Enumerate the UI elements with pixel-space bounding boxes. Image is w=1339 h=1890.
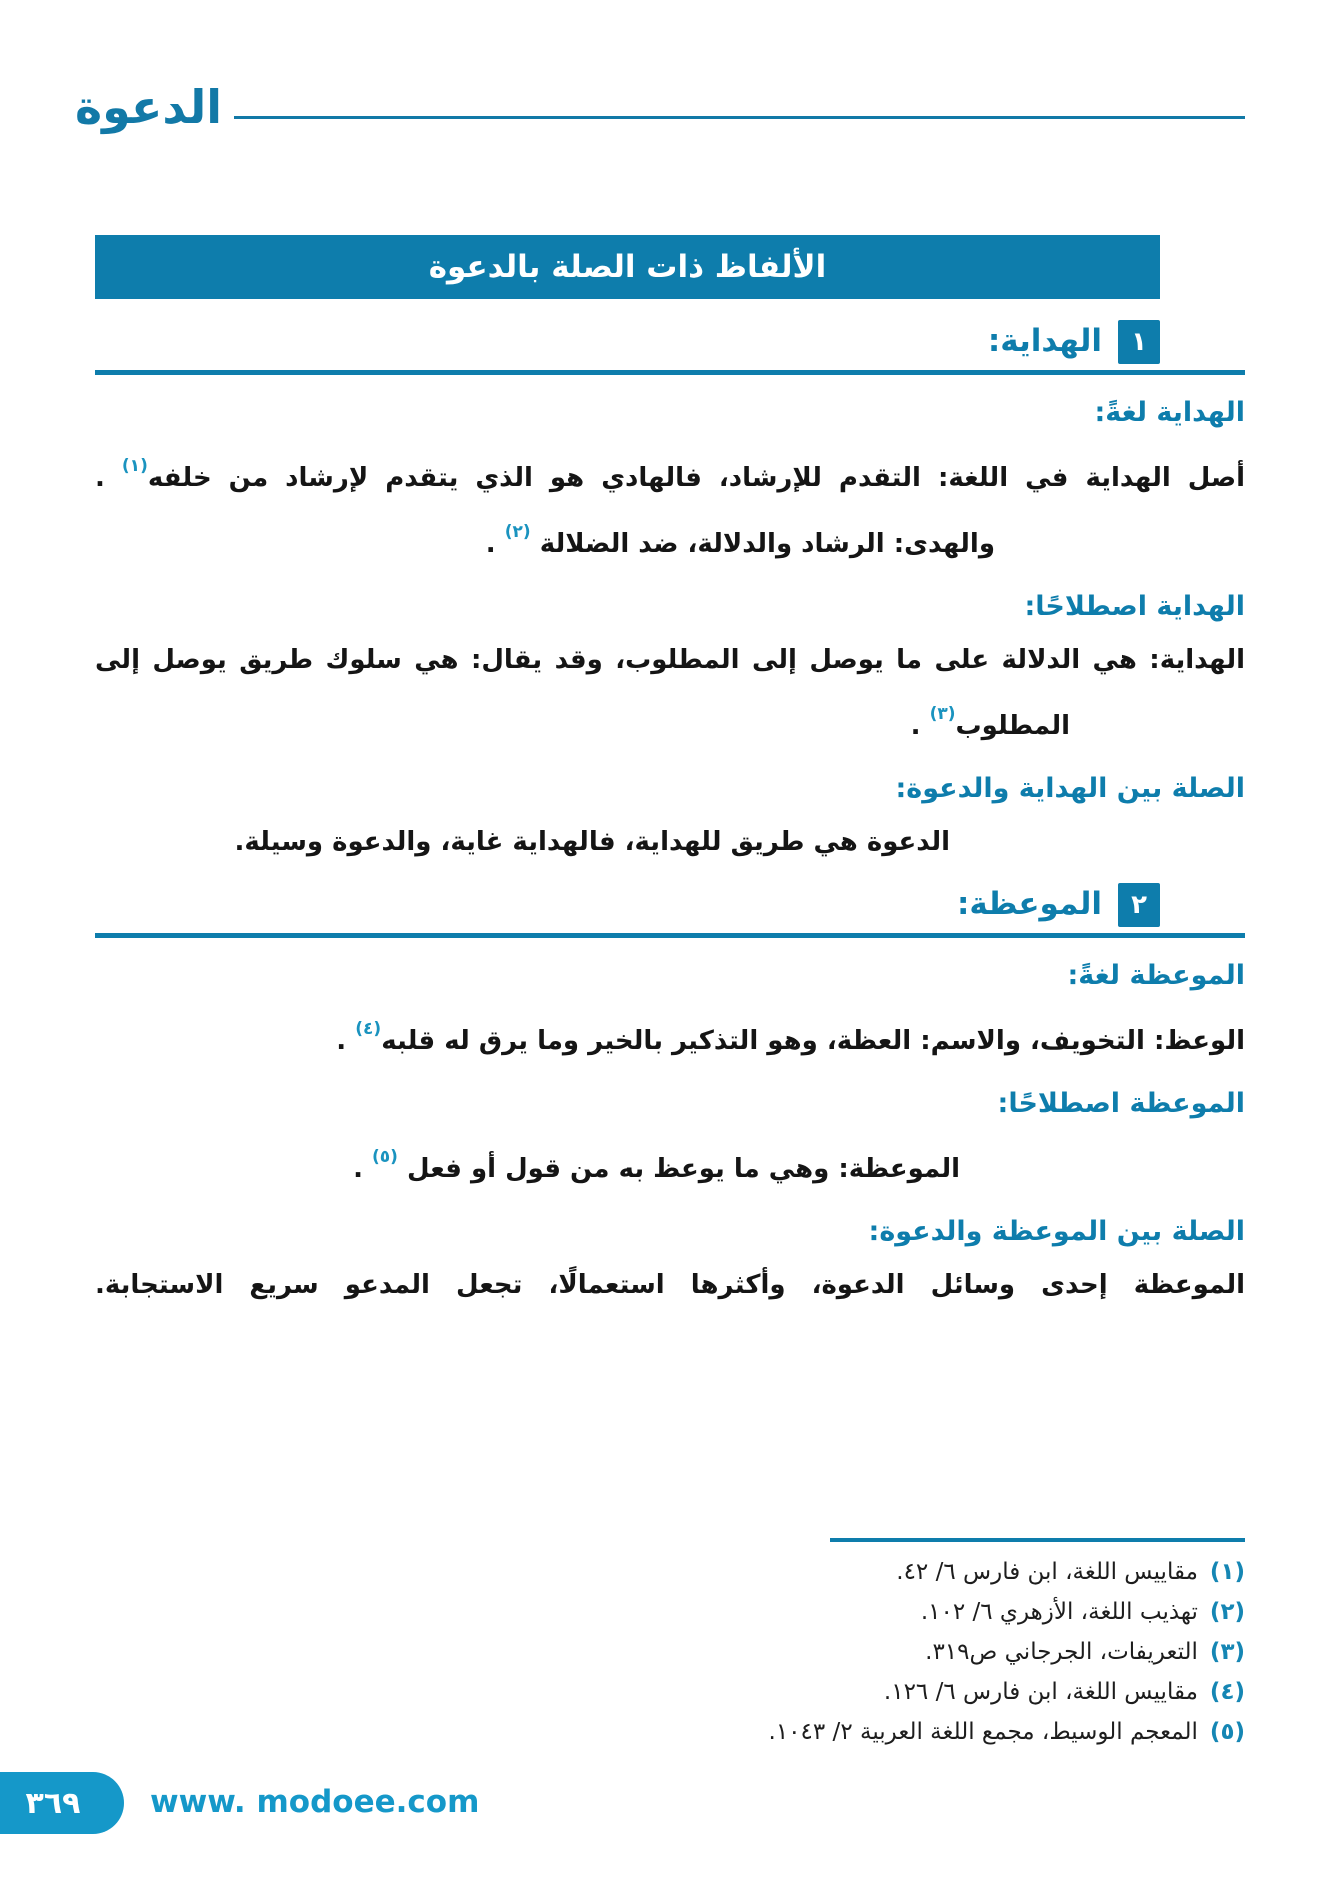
footnote-number: (٤): [1209, 1679, 1245, 1705]
section-rule: [95, 370, 1245, 375]
body-line-text: المطلوب: [955, 711, 1070, 741]
footnote-ref: (٥): [372, 1147, 398, 1167]
body-line: [95, 505, 1245, 571]
subheading: الهداية اصطلاحًا:: [1024, 591, 1245, 622]
subheading: الموعظة اصطلاحًا:: [997, 1088, 1245, 1119]
body-line: [95, 633, 1245, 687]
body-line: [95, 687, 1245, 753]
section-title: الهداية:: [987, 323, 1102, 360]
page-number-tab: [0, 1772, 124, 1834]
body-line: [95, 439, 1245, 505]
footnotes-list: [95, 1552, 1245, 1752]
footnote-number: (٥): [1209, 1719, 1245, 1745]
section-header: [95, 883, 1160, 927]
body-line-text: الموعظة إحدى وسائل الدعوة، وأكثرها استعمالًا، تجعل المدعو سريع الاستجابة.: [95, 1270, 1245, 1300]
body-line: [95, 1002, 1245, 1068]
body-line-text: أصل الهداية في اللغة: التقدم للإرشاد، فالهادي هو الذي يتقدم لإرشاد من خلفه: [147, 463, 1245, 493]
body-line: [95, 815, 1245, 869]
body-line-tail: .: [353, 1154, 372, 1184]
footnote-ref: (٢): [504, 522, 531, 542]
footnote-text: التعريفات، الجرجاني ص٣١٩.: [925, 1639, 1198, 1665]
footnote-number: (٣): [1209, 1639, 1245, 1665]
footnote-number: (١): [1209, 1559, 1245, 1585]
body-line: [95, 1258, 1245, 1312]
subheading: الصلة بين الموعظة والدعوة:: [868, 1216, 1245, 1247]
footnote-ref: (١): [121, 456, 148, 476]
body-line-tail: .: [485, 529, 505, 559]
body-line-text: والهدى: الرشاد والدلالة، ضد الضلالة: [530, 529, 995, 559]
footnote: [95, 1712, 1245, 1752]
body-line: [95, 1130, 1245, 1196]
footnote-number: (٢): [1209, 1599, 1245, 1625]
website-link[interactable]: www. modoee.com: [150, 1784, 480, 1820]
header-rule: [234, 116, 1245, 119]
footnote: [95, 1672, 1245, 1712]
sections-container: [95, 306, 1245, 1312]
body-line-text: الموعظة: وهي ما يوعظ به من قول أو فعل: [397, 1154, 960, 1184]
footnote-separator: [830, 1538, 1245, 1542]
section-number-box: ٢: [1118, 883, 1160, 927]
footnote: [95, 1552, 1245, 1592]
title-bar: [95, 235, 1160, 299]
footnote-ref: (٣): [929, 704, 956, 724]
body-line-text: الدعوة هي طريق للهداية، فالهداية غاية، والدعوة وسيلة.: [234, 827, 950, 857]
page-header: [75, 80, 1245, 136]
footnote-ref: (٤): [355, 1019, 382, 1039]
body-line-text: الهداية: هي الدلالة على ما يوصل إلى المطلوب، وقد يقال: هي سلوك طريق يوصل إلى: [95, 645, 1245, 675]
section-number-box: ١: [1118, 320, 1160, 364]
title-bar-text: الألفاظ ذات الصلة بالدعوة: [428, 249, 827, 285]
section-rule: [95, 933, 1245, 938]
footnote: [95, 1632, 1245, 1672]
footnote: [95, 1592, 1245, 1632]
footnote-text: مقاييس اللغة، ابن فارس ٦/ ٤٢.: [896, 1559, 1198, 1585]
body-line-tail: .: [336, 1026, 356, 1056]
body-line-text: الوعظ: التخويف، والاسم: العظة، وهو التذكير بالخير وما يرق له قلبه: [381, 1026, 1245, 1056]
subheading: الموعظة لغةً:: [1067, 960, 1245, 991]
footnote-text: المعجم الوسيط، مجمع اللغة العربية ٢/ ١٠٤٣.: [768, 1719, 1198, 1745]
footnote-text: مقاييس اللغة، ابن فارس ٦/ ١٢٦.: [883, 1679, 1198, 1705]
section-header: [95, 320, 1160, 364]
body-line-tail: .: [910, 711, 930, 741]
section-title: الموعظة:: [956, 886, 1102, 923]
chapter-title: الدعوة: [75, 80, 223, 134]
body-line-tail: .: [95, 463, 122, 493]
subheading: الصلة بين الهداية والدعوة:: [895, 773, 1245, 804]
footnote-text: تهذيب اللغة، الأزهري ٦/ ١٠٢.: [920, 1599, 1198, 1625]
page-number: ٣٦٩: [25, 1785, 81, 1821]
subheading: الهداية لغةً:: [1094, 397, 1245, 428]
